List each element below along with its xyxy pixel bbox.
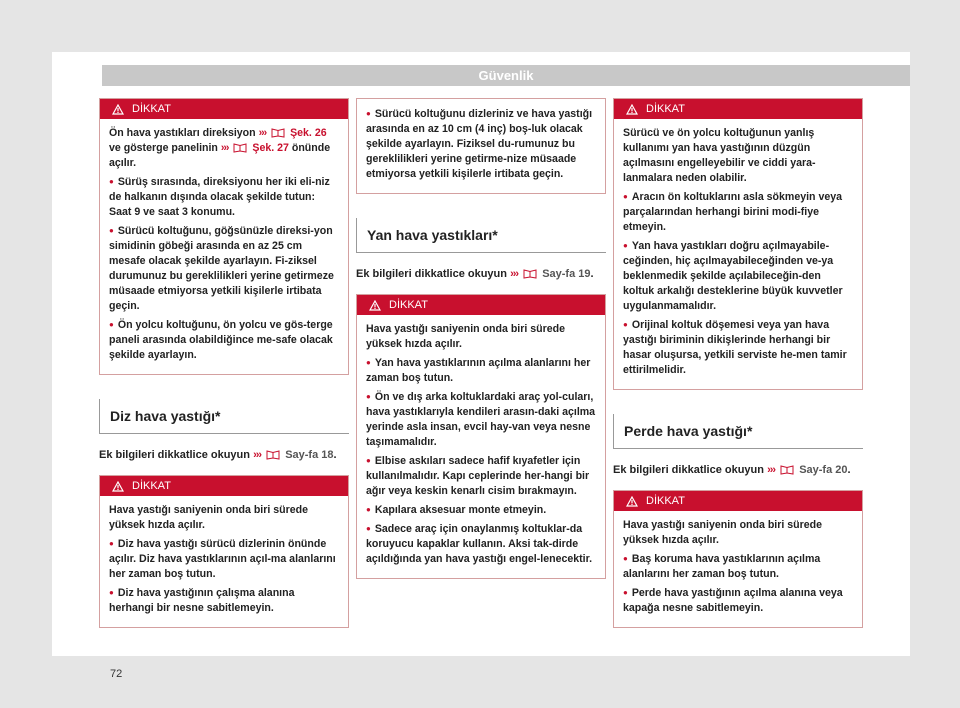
figure-link[interactable]: Şek. 26	[290, 127, 327, 139]
info-reference: Ek bilgileri dikkatlice okuyun ››› Say-fa 20.	[613, 464, 851, 476]
book-icon	[233, 142, 247, 153]
page-number: 72	[110, 668, 123, 680]
bullet-item: ● Diz hava yastığı sürücü dizlerinin önünde açılır. Diz hava yastıklarının açıl-ma alanlarını her zaman boş tutun.	[109, 536, 339, 582]
warning-triangle-icon	[626, 104, 638, 115]
warning-title: DİKKAT	[132, 103, 171, 115]
book-icon	[271, 127, 285, 138]
warning-body	[614, 511, 862, 627]
bullet-item: ● Kapılara aksesuar monte etmeyin.	[366, 502, 596, 518]
warning-box	[613, 490, 863, 628]
book-icon	[780, 464, 794, 475]
bullet-item: ● Diz hava yastığının çalışma alanına herhangi bir nesne sabitlemeyin.	[109, 585, 339, 616]
bullet-item: ● Yan hava yastıklarının açılma alanlarını her zaman boş tutun.	[366, 355, 596, 386]
section-title: Perde hava yastığı*	[613, 414, 863, 449]
book-icon	[523, 268, 537, 279]
warning-text: ve gösterge panelinin	[109, 142, 218, 154]
arrow-icon: ›››	[767, 464, 776, 476]
info-reference: Ek bilgileri dikkatlice okuyun ››› Say-fa 19.	[356, 268, 594, 280]
page-link[interactable]: Say-fa 18	[285, 449, 334, 461]
warning-box	[99, 98, 349, 375]
warning-text: Hava yastığı saniyenin onda biri sürede yüksek hızda açılır.	[623, 519, 822, 546]
warning-box-continued	[356, 98, 606, 194]
page-link[interactable]: Say-fa 20	[799, 464, 848, 476]
bullet-item: ● Yan hava yastıkları doğru açılmayabile-ceğinden, hiç açılmayabileceğinden ve-ya beklenmedik şekilde açılabileceğin-den koltuk arkalığı desteklerine büyük kuvvetler uygulanmamalıdır.	[623, 238, 853, 314]
bullet-item: ● Perde hava yastığının açılma alanına veya kapağa nesne sabitlemeyin.	[623, 585, 853, 616]
warning-box	[356, 294, 606, 579]
warning-triangle-icon	[626, 496, 638, 507]
warning-body	[100, 496, 348, 627]
info-text: Ek bilgileri dikkatlice okuyun	[356, 268, 507, 280]
warning-title: DİKKAT	[389, 299, 428, 311]
warning-title: DİKKAT	[646, 495, 685, 507]
warning-body	[357, 315, 605, 578]
bullet-item: ● Sürücü koltuğunu dizleriniz ve hava yastığı arasında en az 10 cm (4 inç) boş-luk olacak şekilde ayarlayın. Fiziksel du-rumunuz bu gereklilikleri yerine getirme-nize müsaade etmiyorsa yetkili kişilerle irtibata geçin.	[366, 106, 596, 182]
column-1	[99, 98, 349, 638]
warning-box	[99, 475, 349, 628]
warning-intro	[109, 126, 339, 171]
bullet-item: ● Ön yolcu koltuğunu, ön yolcu ve gös-terge paneli arasında olabildiğince me-safe olacak şekilde ayarlayın.	[109, 317, 339, 363]
warning-text: Ön hava yastıkları direksiyon	[109, 127, 256, 139]
warning-title: DİKKAT	[132, 480, 171, 492]
page	[52, 52, 910, 680]
warning-text: Hava yastığı saniyenin onda biri sürede yüksek hızda açılır.	[109, 504, 308, 531]
warning-body	[357, 99, 605, 193]
warning-header	[357, 295, 605, 315]
section-title: Yan hava yastıkları*	[356, 218, 606, 253]
warning-body	[614, 119, 862, 389]
arrow-icon: ›››	[258, 127, 267, 139]
arrow-icon: ›››	[253, 449, 262, 461]
page-link[interactable]: Say-fa 19	[542, 268, 591, 280]
section-title: Diz hava yastığı*	[99, 399, 349, 434]
bullet-item: ● Ön ve dış arka koltuklardaki araç yol-cuları, hava yastıklarıyla kendileri arasın-daki açılma yerinde asla insan, evcil hay-van veya nesne taşımamalıdır.	[366, 389, 596, 450]
warning-text: Sürücü ve ön yolcu koltuğunun yanlış kullanımı yan hava yastığının düzgün açılmasını engelleyebilir ve ciddi yara-lanmalara neden olabilir.	[623, 127, 816, 184]
column-2	[356, 98, 606, 589]
bullet-item: ● Sadece araç için onaylanmış koltuklar-da koruyucu kapaklar kullanın. Aksi tak-dirde açıldığında yan hava yastığı engel-lenecektir.	[366, 521, 596, 567]
warning-title: DİKKAT	[646, 103, 685, 115]
warning-text: önünde açılır.	[109, 142, 331, 169]
chapter-header: Güvenlik	[102, 65, 910, 86]
bullet-item: ● Elbise askıları sadece hafif kıyafetler için kullanılmalıdır. Kapı ceplerinde her-hangi bir ağır veya keskin kenarlı cisim bırakmayın.	[366, 453, 596, 499]
warning-header	[100, 476, 348, 496]
warning-triangle-icon	[112, 481, 124, 492]
bullet-item: ● Orijinal koltuk döşemesi veya yan hava yastığı biriminin dikişlerinde herhangi bir hasar oluşursa, yetkili serviste he-men tamir ettirilmelidir.	[623, 317, 853, 378]
warning-body	[100, 119, 348, 374]
warning-triangle-icon	[112, 104, 124, 115]
warning-triangle-icon	[369, 300, 381, 311]
arrow-icon: ›››	[510, 268, 519, 280]
bullet-item: ● Sürücü koltuğunu, göğsünüzle direksi-yon simidinin göbeği arasında en az 25 cm mesafe olacak şekilde ayarlayın. Fi-ziksel durumunuz bu gereklilikleri yerine getirmeze müsaade etmiyorsa yetkili kişilerle irtibata geçin.	[109, 223, 339, 314]
warning-header	[614, 99, 862, 119]
info-reference: Ek bilgileri dikkatlice okuyun ››› Say-fa 18.	[99, 449, 337, 461]
book-icon	[266, 449, 280, 460]
warning-box	[613, 98, 863, 390]
warning-text: Hava yastığı saniyenin onda biri sürede yüksek hızda açılır.	[366, 323, 565, 350]
warning-header	[100, 99, 348, 119]
column-3	[613, 98, 863, 638]
warning-header	[614, 491, 862, 511]
info-text: Ek bilgileri dikkatlice okuyun	[99, 449, 250, 461]
bullet-item: ● Baş koruma hava yastıklarının açılma alanlarını her zaman boş tutun.	[623, 551, 853, 582]
arrow-icon: ›››	[220, 142, 229, 154]
figure-link[interactable]: Şek. 27	[252, 142, 289, 154]
info-text: Ek bilgileri dikkatlice okuyun	[613, 464, 764, 476]
bullet-item: ● Aracın ön koltuklarını asla sökmeyin veya parçalarından herhangi birini modi-fiye etmeyin.	[623, 189, 853, 235]
bullet-item: ● Sürüş sırasında, direksiyonu her iki eli-niz de halkanın dışında olacak şekilde tutun: Saat 9 ve saat 3 konumu.	[109, 174, 339, 220]
